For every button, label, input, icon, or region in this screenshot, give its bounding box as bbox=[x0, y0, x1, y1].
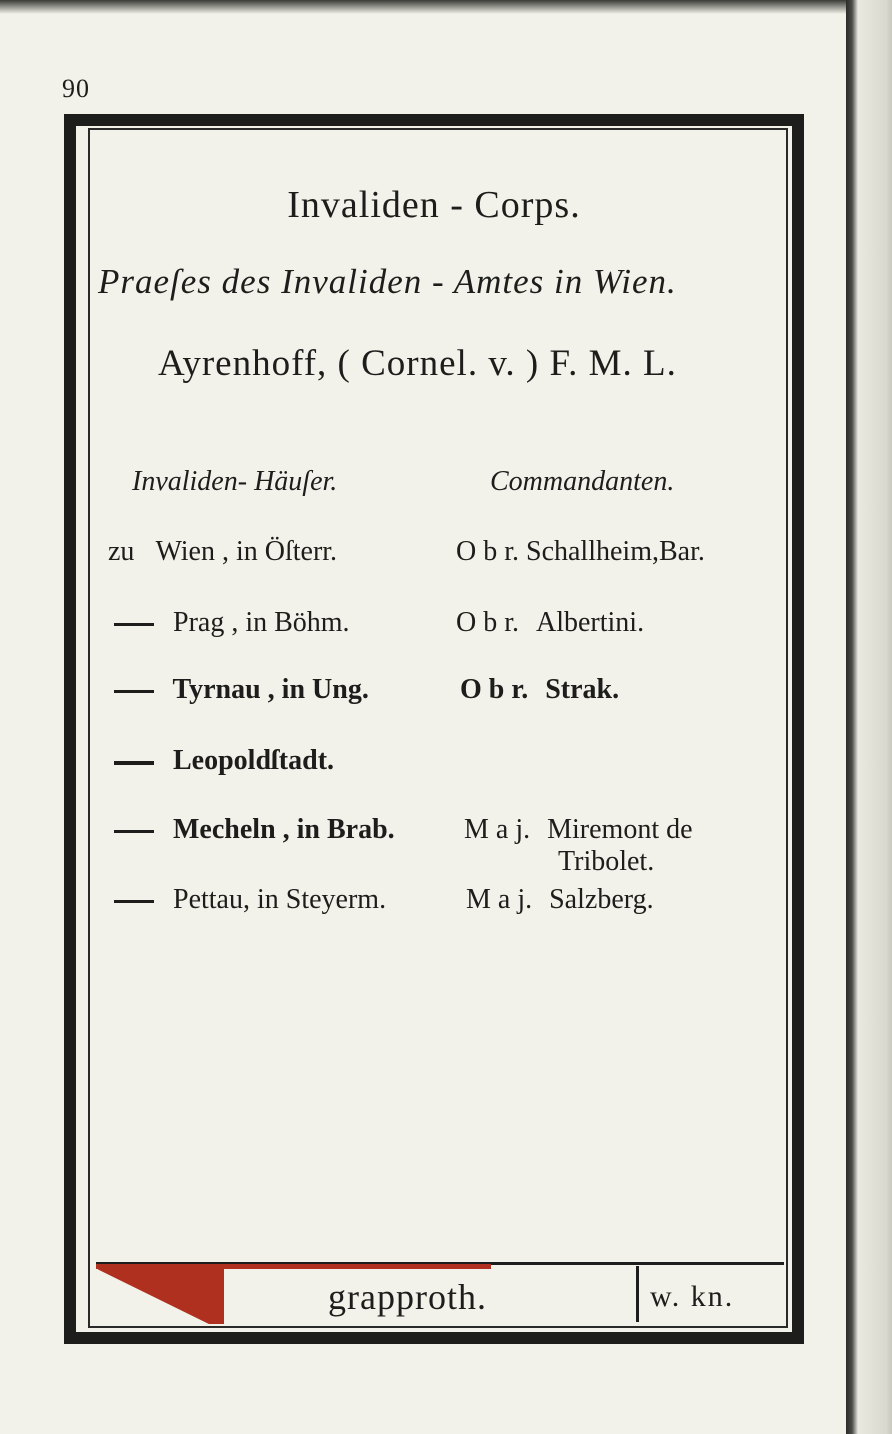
page-number: 90 bbox=[62, 74, 90, 103]
dash-mark bbox=[114, 830, 154, 833]
list-item-commander bbox=[460, 674, 619, 706]
president-entry: Ayrenhoff, ( Cornel. v. ) F. M. L. bbox=[158, 343, 677, 384]
dash-mark bbox=[114, 623, 154, 626]
list-item-commander bbox=[456, 607, 644, 639]
dash-mark bbox=[114, 761, 154, 765]
footer-right-label: w. kn. bbox=[650, 1280, 735, 1313]
column-header-houses: Invaliden- Häuſer. bbox=[132, 466, 338, 497]
list-item-commander bbox=[464, 814, 693, 846]
row-commander: Miremont de bbox=[547, 814, 693, 845]
list-item bbox=[114, 674, 369, 706]
row-place: Mecheln , in Brab. bbox=[173, 814, 395, 845]
row-place: Wien , in Öſterr. bbox=[155, 536, 338, 567]
footer-label: grapproth. bbox=[328, 1277, 487, 1317]
list-item bbox=[114, 884, 386, 916]
row-rank: M a j. bbox=[464, 814, 531, 845]
row-commander-continued: Tribolet. bbox=[558, 846, 655, 877]
list-item bbox=[114, 745, 334, 777]
list-item-commander bbox=[456, 536, 705, 568]
row-prefix: zu bbox=[108, 536, 135, 567]
page-subtitle: Praeſes des Invaliden - Amtes in Wien. bbox=[98, 262, 677, 301]
row-place: Leopoldſtadt. bbox=[173, 745, 335, 776]
row-rank: O b r. bbox=[456, 607, 519, 638]
dash-mark bbox=[114, 690, 154, 693]
page-top-edge bbox=[0, 0, 892, 14]
row-rank: O b r. bbox=[456, 536, 519, 567]
row-commander: Salzberg. bbox=[549, 884, 654, 915]
page-title: Invaliden - Corps. bbox=[287, 184, 581, 226]
dash-mark bbox=[114, 900, 154, 903]
row-commander: Schallheim,Bar. bbox=[526, 536, 705, 567]
column-header-commanders: Commandanten. bbox=[490, 466, 675, 497]
row-rank: O b r. bbox=[460, 674, 529, 705]
row-rank: M a j. bbox=[466, 884, 533, 915]
list-item bbox=[108, 536, 337, 568]
list-item-commander bbox=[466, 884, 654, 916]
row-commander: Strak. bbox=[545, 674, 620, 705]
row-commander: Albertini. bbox=[536, 607, 645, 638]
footer-divider bbox=[636, 1266, 639, 1322]
list-item bbox=[114, 814, 395, 846]
row-place: Tyrnau , in Ung. bbox=[172, 674, 369, 705]
row-place: Prag , in Böhm. bbox=[173, 607, 350, 638]
page-border-inner bbox=[88, 128, 788, 1328]
row-place: Pettau, in Steyerm. bbox=[173, 884, 387, 915]
list-item bbox=[114, 607, 350, 639]
